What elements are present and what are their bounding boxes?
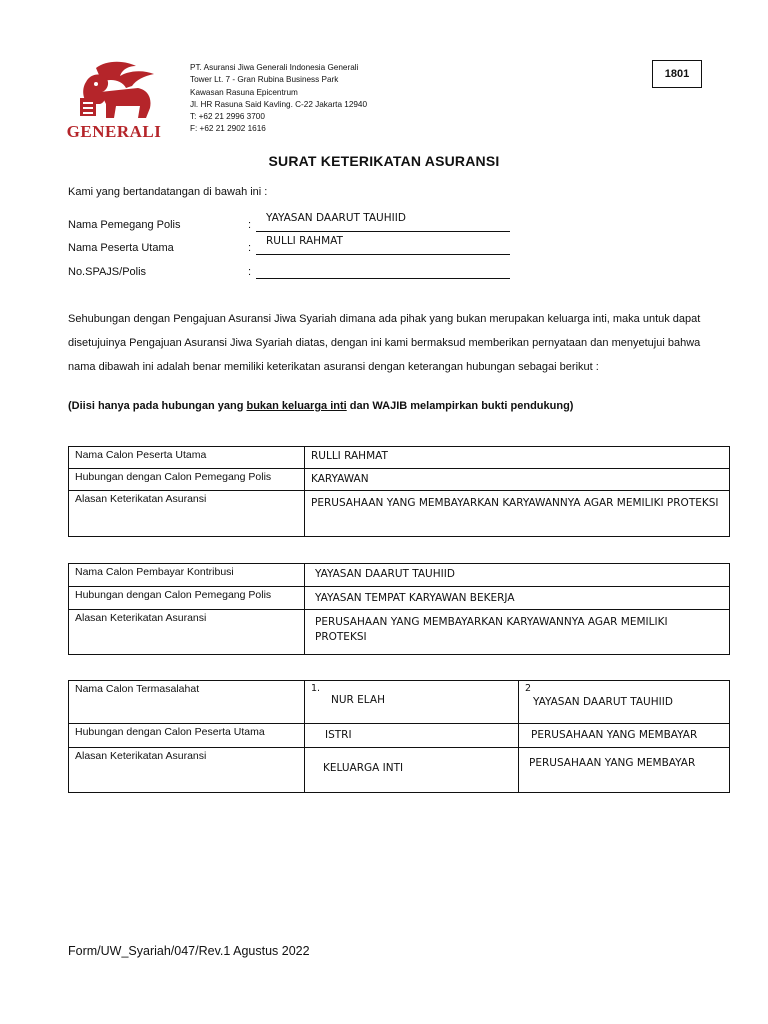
address-line: Tower Lt. 7 - Gran Rubina Business Park	[190, 75, 339, 85]
paragraph-line: nama dibawah ini adalah benar memiliki keterikatan asuransi dengan keterangan hubungan sebagai berikut :	[68, 361, 599, 373]
table-value: YAYASAN TEMPAT KARYAWAN BEKERJA	[315, 592, 515, 604]
address-line: T: +62 21 2996 3700	[190, 112, 265, 122]
colon: :	[248, 266, 252, 278]
beneficiary-relation: PERUSAHAAN YANG MEMBAYAR	[531, 729, 698, 741]
table-value: PERUSAHAAN YANG MEMBAYARKAN KARYAWANNYA AGAR MEMILIKI PROTEKSI	[315, 616, 668, 643]
statement-paragraph	[68, 307, 730, 379]
table-label: Alasan Keterikatan Asuransi	[69, 491, 305, 537]
table-row	[69, 564, 730, 587]
beneficiary-name: YAYASAN DAARUT TAUHIID	[533, 696, 673, 708]
table-row	[69, 748, 730, 793]
address-line: F: +62 21 2902 1616	[190, 124, 266, 134]
spajs-line	[256, 278, 510, 279]
table-label: Hubungan dengan Calon Pemegang Polis	[69, 587, 305, 610]
main-participant-table	[68, 446, 730, 537]
beneficiary-reason: PERUSAHAAN YANG MEMBAYAR	[529, 757, 696, 769]
generali-logo-text: GENERALI	[66, 122, 162, 141]
table-row	[69, 724, 730, 748]
table-value: RULLI RAHMAT	[311, 450, 388, 462]
table-label: Hubungan dengan Calon Pemegang Polis	[69, 469, 305, 491]
company-address	[190, 62, 367, 136]
table-label: Alasan Keterikatan Asuransi	[69, 748, 305, 793]
table-label: Nama Calon Termasalahat	[69, 681, 305, 724]
table-label: Nama Calon Pembayar Kontribusi	[69, 564, 305, 587]
note-underlined: bukan keluarga inti	[246, 400, 347, 412]
intro-text: Kami yang bertandatangan di bawah ini :	[68, 186, 268, 198]
policyholder-label: Nama Pemegang Polis	[68, 219, 181, 231]
main-participant-line	[256, 254, 510, 255]
paragraph-line: disetujuinya Pengajuan Asuransi Jiwa Syariah diatas, dengan ini kami bermaksud memberikan pernyataan dan menyetujui bahwa	[68, 337, 701, 349]
note-after: dan WAJIB melampirkan bukti pendukung)	[346, 400, 574, 412]
beneficiary-number: 1.	[311, 683, 321, 694]
policyholder-line	[256, 231, 510, 232]
colon: :	[248, 219, 252, 231]
main-participant-label: Nama Peserta Utama	[68, 242, 174, 254]
table-row	[69, 681, 730, 724]
table-value: PERUSAHAAN YANG MEMBAYARKAN KARYAWANNYA AGAR MEMILIKI PROTEKSI	[311, 497, 719, 509]
policyholder-value: YAYASAN DAARUT TAUHIID	[266, 212, 406, 224]
form-code-box: 1801	[652, 60, 702, 88]
beneficiary-reason: KELUARGA INTI	[323, 762, 404, 774]
instruction-note	[68, 400, 573, 412]
table-row	[69, 491, 730, 537]
note-before: (Diisi hanya pada hubungan yang	[68, 400, 247, 412]
table-row	[69, 447, 730, 469]
form-footer-code: Form/UW_Syariah/047/Rev.1 Agustus 2022	[68, 944, 310, 958]
beneficiary-relation: ISTRI	[325, 729, 352, 741]
colon: :	[248, 242, 252, 254]
table-row	[69, 469, 730, 491]
document-title: SURAT KETERIKATAN ASURANSI	[268, 153, 500, 169]
table-value: KARYAWAN	[311, 473, 369, 485]
address-line: PT. Asuransi Jiwa Generali Indonesia Generali	[190, 63, 359, 72]
contribution-payer-table	[68, 563, 730, 655]
beneficiary-number: 2	[525, 683, 532, 694]
table-label: Hubungan dengan Calon Peserta Utama	[69, 724, 305, 748]
table-label: Nama Calon Peserta Utama	[69, 447, 305, 469]
lion-icon	[66, 58, 162, 124]
address-line: Jl. HR Rasuna Said Kavling. C-22 Jakarta 12940	[190, 99, 368, 109]
address-line: Kawasan Rasuna Epicentrum	[190, 87, 298, 97]
table-row	[69, 610, 730, 655]
beneficiary-name: NUR ELAH	[331, 694, 385, 706]
paragraph-line: Sehubungan dengan Pengajuan Asuransi Jiwa Syariah dimana ada pihak yang bukan merupakan keluarga inti, maka untuk dapat	[68, 313, 701, 325]
table-value: YAYASAN DAARUT TAUHIID	[315, 568, 455, 580]
table-row	[69, 587, 730, 610]
table-label: Alasan Keterikatan Asuransi	[69, 610, 305, 655]
main-participant-value: RULLI RAHMAT	[266, 235, 343, 247]
spajs-label: No.SPAJS/Polis	[68, 266, 147, 278]
beneficiary-table	[68, 680, 730, 793]
